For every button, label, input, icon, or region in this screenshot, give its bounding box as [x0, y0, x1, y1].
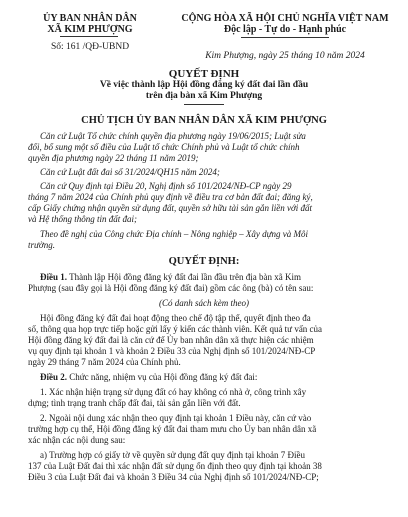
document-number: Số: 161 /QĐ-UBND — [50, 42, 130, 52]
title-underline — [184, 104, 224, 105]
preamble-line: quyền địa phương ngày 22 tháng 11 năm 2019; — [28, 153, 199, 163]
article2-item-line: trường hợp cụ thể, Hội đồng đăng ký đất đai tham mưu cho Ủy ban nhân dân xã — [28, 424, 317, 434]
article1-text: Thành lập Hội đồng đăng ký đất đai lần đầu trên địa bàn xã Kim — [67, 272, 302, 282]
issuer-underline — [60, 36, 118, 37]
article1-label: Điều 1. — [40, 272, 67, 282]
motto-underline — [241, 37, 329, 38]
article2-line — [40, 372, 257, 382]
national-motto: Độc lập - Tự do - Hạnh phúc — [223, 24, 347, 35]
preamble-line: và Hệ thống thông tin đất đai; — [28, 214, 137, 224]
article1-para-line: Hội đồng đăng ký đất đai là căn cứ để Ủy ban nhân dân xã thực hiện các nhiệm — [28, 335, 314, 345]
issue-date: Kim Phượng, ngày 25 tháng 10 năm 2024 — [205, 51, 365, 61]
decision-heading: QUYẾT ĐỊNH — [168, 68, 240, 80]
issuer-line2: XÃ KIM PHƯỢNG — [47, 24, 133, 35]
article1-para-line: số, thông qua họp trực tiếp hoặc gửi lấy ý kiến các thành viên. Kết quả tư vấn của — [28, 324, 323, 334]
issuer-line1: ỦY BAN NHÂN DÂN — [43, 13, 137, 24]
article2-item-line: Điều 3 của Luật Đất đai và khoản 3 Điều 34 của Nghị định số 101/2024/NĐ-CP; — [28, 472, 319, 482]
article2-item-line: dựng; tình trạng tranh chấp đất đai, tài sản gắn liền với đất. — [28, 398, 241, 408]
decision-subject-line1: Về việc thành lập Hội đồng đăng ký đất đai lần đầu — [99, 80, 309, 90]
article1-para-line: ngày 29 tháng 7 năm 2024 của Chính phủ. — [28, 357, 181, 367]
article2-text: Chức năng, nhiệm vụ của Hội đồng đăng ký đất đai: — [67, 372, 258, 382]
article1-para-line: Hội đồng đăng ký đất đai hoạt động theo chế độ tập thể, quyết định theo đa — [40, 313, 311, 323]
decide-heading: QUYẾT ĐỊNH: — [168, 256, 240, 267]
preamble-line: cấp Giấy chứng nhận quyền sử dụng đất, quyền sở hữu tài sản gắn liền với đất — [28, 203, 313, 213]
preamble-line: Căn cứ Quy định tại Điều 20, Nghị định số 101/2024/NĐ-CP ngày 29 — [40, 181, 292, 191]
article1-line — [40, 272, 301, 282]
article1-line: Phượng (sau đây gọi là Hội đồng đăng ký đất đai) gồm các ông (bà) có tên sau: — [28, 283, 314, 293]
article2-label: Điều 2. — [40, 372, 67, 382]
decision-subject-line2: trên địa bàn xã Kim Phượng — [145, 91, 263, 101]
attachment-note: (Có danh sách kèm theo) — [159, 298, 249, 308]
article2-item-line: a) Trường hợp có giấy tờ về quyền sử dụng đất quy định tại khoản 7 Điều — [40, 450, 306, 460]
article2-item-line: 1. Xác nhận hiện trạng sử dụng đất có hay không có nhà ở, công trình xây — [40, 387, 307, 397]
article2-item-line: 137 của Luật Đất đai thì xác nhận đất sử dụng ổn định theo quy định tại khoản 38 — [28, 461, 322, 471]
preamble-line: đổi, bổ sung một số điều của Luật tổ chức Chính phủ và Luật tổ chức chính — [28, 142, 300, 152]
article2-item-line: 2. Ngoài nội dung xác nhận theo quy định tại khoản 1 Điều này, căn cứ vào — [40, 413, 312, 423]
preamble-line: Theo đề nghị của Công chức Địa chính – Nông nghiệp – Xây dựng và Môi — [40, 229, 309, 239]
article2-item-line: xác nhận các nội dung sau: — [28, 435, 126, 445]
preamble-line: tháng 7 năm 2024 của Chính phủ quy định về điều tra cơ bản đất đai; đăng ký, — [28, 192, 313, 202]
article1-para-line: vụ quy định tại khoản 1 và khoản 2 Điều 33 của Nghị định số 101/2024/NĐ-CP — [28, 346, 316, 356]
preamble-line: trường. — [28, 240, 55, 250]
national-title: CỘNG HÒA XÃ HỘI CHỦ NGHĨA VIỆT NAM — [181, 13, 389, 24]
preamble-line: Căn cứ Luật Tổ chức chính quyền địa phương ngày 19/06/2015; Luật sửa — [40, 131, 306, 141]
issuing-authority: CHỦ TỊCH ỦY BAN NHÂN DÂN XÃ KIM PHƯỢNG — [81, 115, 327, 126]
preamble-line: Căn cứ Luật đất đai số 31/2024/QH15 năm 2024; — [40, 167, 220, 177]
